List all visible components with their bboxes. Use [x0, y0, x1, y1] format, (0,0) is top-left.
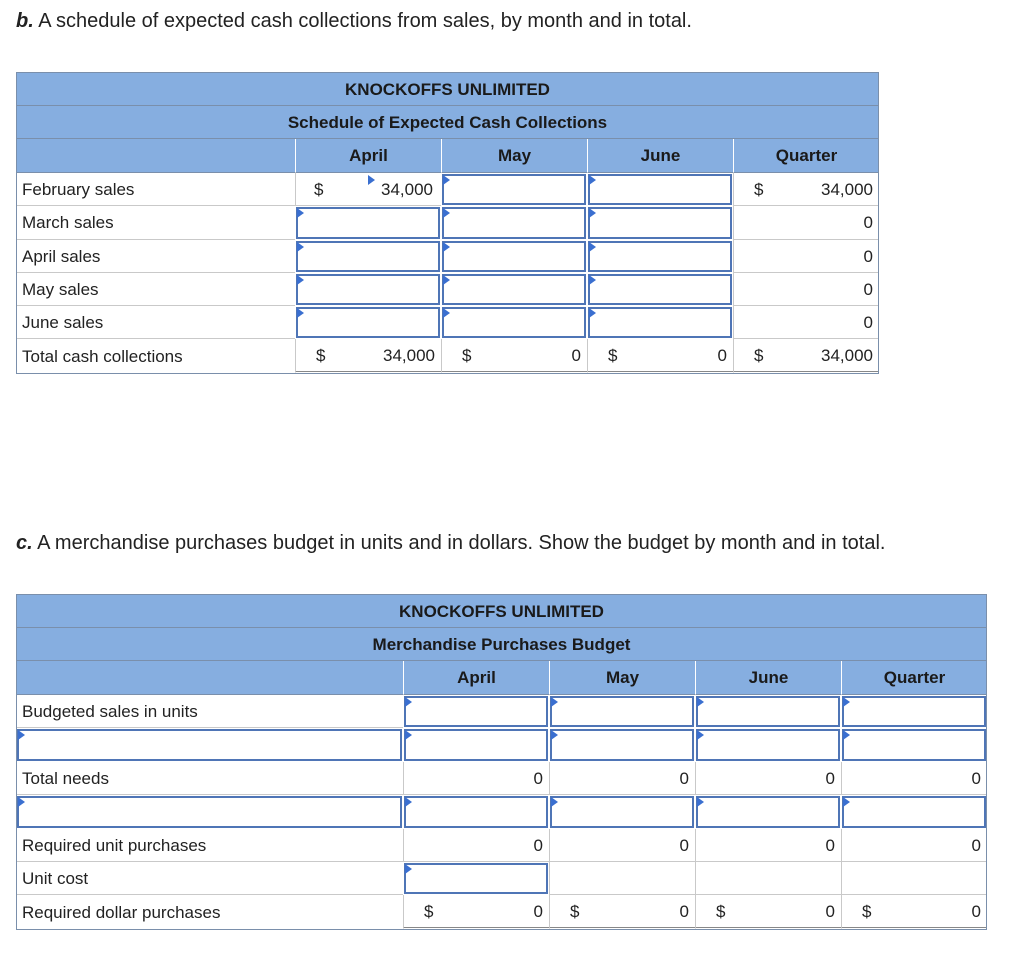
currency-sign: $ [754, 179, 764, 199]
total-needs-may: 0 [549, 762, 695, 795]
row-label-unit-cost: Unit cost [16, 862, 403, 895]
required-dollars-june-cell [695, 895, 841, 930]
february-april-cell [295, 173, 441, 206]
total-june-value: 0 [717, 345, 727, 365]
section-c-heading [16, 531, 885, 555]
row-label-february: February sales [16, 173, 295, 206]
row-label-march: March sales [16, 206, 295, 240]
row-label-may: May sales [16, 273, 295, 306]
budgeted-sales-june-input[interactable] [696, 696, 840, 727]
header-june: June [695, 661, 841, 695]
header-april: April [295, 139, 441, 173]
company-name: KNOCKOFFS UNLIMITED [16, 594, 987, 628]
february-quarter-cell [733, 173, 879, 206]
unit-cost-quarter-empty [841, 862, 987, 895]
february-april-input[interactable]: 34,000 [369, 176, 435, 202]
total-june-cell [587, 339, 733, 374]
section-c-text: A merchandise purchases budget in units and in dollars. Show the budget by month and in total. [37, 532, 886, 554]
unit-cost-april-input[interactable] [404, 863, 548, 894]
header-quarter: Quarter [841, 661, 987, 695]
total-needs-june: 0 [695, 762, 841, 795]
currency-sign: $ [316, 345, 326, 365]
section-b-text: A schedule of expected cash collections from sales, by month and in total. [38, 10, 692, 32]
required-units-june: 0 [695, 829, 841, 862]
section-b-letter: b. [16, 10, 34, 32]
row-label-required-units: Required unit purchases [16, 829, 403, 862]
header-june: June [587, 139, 733, 173]
total-needs-april: 0 [403, 762, 549, 795]
row1-june-input[interactable] [696, 729, 840, 761]
february-quarter-value: 34,000 [821, 179, 873, 199]
currency-sign: $ [314, 179, 324, 199]
required-dollars-june: 0 [825, 901, 835, 921]
row1-quarter-input[interactable] [842, 729, 986, 761]
row2-april-input[interactable] [404, 796, 548, 828]
total-quarter-cell [733, 339, 879, 374]
section-c-letter: c. [16, 532, 33, 554]
schedule-title: Schedule of Expected Cash Collections [16, 106, 879, 139]
row-label-april: April sales [16, 240, 295, 273]
required-dollars-quarter: 0 [971, 901, 981, 921]
may-april-input[interactable] [296, 274, 440, 305]
currency-sign: $ [462, 345, 472, 365]
row1-april-input[interactable] [404, 729, 548, 761]
total-april-value: 34,000 [383, 345, 435, 365]
total-may-value: 0 [571, 345, 581, 365]
april-june-input[interactable] [588, 241, 732, 272]
june-may-input[interactable] [442, 307, 586, 338]
header-april: April [403, 661, 549, 695]
row2-quarter-input[interactable] [842, 796, 986, 828]
budget-title: Merchandise Purchases Budget [16, 628, 987, 661]
february-june-input[interactable] [588, 174, 732, 205]
currency-sign: $ [862, 901, 872, 921]
header-may: May [549, 661, 695, 695]
row-label-total: Total cash collections [16, 339, 295, 374]
section-b-heading [16, 9, 692, 33]
row1-may-input[interactable] [550, 729, 694, 761]
march-quarter-value: 0 [733, 206, 879, 240]
budgeted-sales-may-input[interactable] [550, 696, 694, 727]
currency-sign: $ [754, 345, 764, 365]
row2-may-input[interactable] [550, 796, 694, 828]
row-label-total-needs: Total needs [16, 762, 403, 795]
row-label-budgeted-sales: Budgeted sales in units [16, 695, 403, 728]
may-june-input[interactable] [588, 274, 732, 305]
required-dollars-april: 0 [533, 901, 543, 921]
required-dollars-april-cell [403, 895, 549, 930]
row-label-input-1[interactable] [17, 729, 402, 761]
total-needs-quarter: 0 [841, 762, 987, 795]
cash-collections-table [16, 72, 879, 374]
april-may-input[interactable] [442, 241, 586, 272]
required-dollars-may-cell [549, 895, 695, 930]
currency-sign: $ [608, 345, 618, 365]
total-may-cell [441, 339, 587, 374]
currency-sign: $ [716, 901, 726, 921]
required-dollars-may: 0 [679, 901, 689, 921]
row-label-june: June sales [16, 306, 295, 339]
april-april-input[interactable] [296, 241, 440, 272]
company-name: KNOCKOFFS UNLIMITED [16, 72, 879, 106]
header-may: May [441, 139, 587, 173]
budgeted-sales-april-input[interactable] [404, 696, 548, 727]
header-blank [16, 661, 403, 695]
currency-sign: $ [570, 901, 580, 921]
march-april-input[interactable] [296, 207, 440, 239]
unit-cost-june-empty [695, 862, 841, 895]
total-april-cell [295, 339, 441, 374]
june-quarter-value: 0 [733, 306, 879, 339]
may-quarter-value: 0 [733, 273, 879, 306]
unit-cost-may-empty [549, 862, 695, 895]
budgeted-sales-quarter-input[interactable] [842, 696, 986, 727]
march-may-input[interactable] [442, 207, 586, 239]
april-quarter-value: 0 [733, 240, 879, 273]
required-dollars-quarter-cell [841, 895, 987, 930]
row-label-input-2[interactable] [17, 796, 402, 828]
total-quarter-value: 34,000 [821, 345, 873, 365]
row-label-required-dollars: Required dollar purchases [16, 895, 403, 930]
june-june-input[interactable] [588, 307, 732, 338]
march-june-input[interactable] [588, 207, 732, 239]
header-blank [16, 139, 295, 173]
required-units-may: 0 [549, 829, 695, 862]
currency-sign: $ [424, 901, 434, 921]
required-units-quarter: 0 [841, 829, 987, 862]
required-units-april: 0 [403, 829, 549, 862]
purchases-budget-table [16, 594, 987, 930]
june-april-input[interactable] [296, 307, 440, 338]
may-may-input[interactable] [442, 274, 586, 305]
february-may-input[interactable] [442, 174, 586, 205]
row2-june-input[interactable] [696, 796, 840, 828]
header-quarter: Quarter [733, 139, 879, 173]
